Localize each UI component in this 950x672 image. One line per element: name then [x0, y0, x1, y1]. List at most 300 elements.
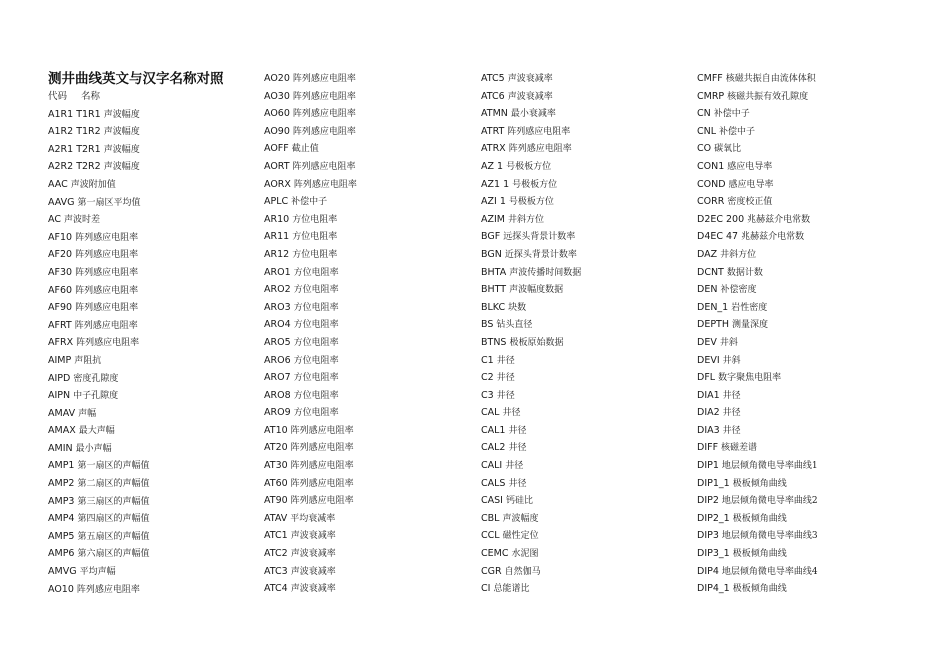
curve-name: 自然伽马	[504, 566, 541, 577]
curve-code: BHTT	[481, 284, 507, 296]
list-item	[481, 422, 691, 440]
curve-code: AF20	[48, 249, 73, 261]
curve-code: AIPD	[48, 372, 71, 384]
curve-code: AT30	[264, 460, 288, 472]
curve-code: DIP2_1	[697, 512, 730, 524]
curve-name: 声波幅度	[103, 127, 140, 138]
curve-name: 井径	[508, 443, 527, 454]
curve-name: 第四扇区的声幅值	[77, 514, 150, 525]
curve-code: AMIN	[48, 442, 73, 454]
list-item	[697, 527, 907, 545]
curve-name: 阵列感应电阻率	[76, 584, 140, 595]
curve-code: DIFF	[697, 442, 719, 454]
curve-name: 岩性密度	[731, 302, 768, 313]
curve-code: ARO4	[264, 319, 291, 331]
curve-name: 号极板方位	[508, 197, 554, 208]
curve-code: ARO6	[264, 354, 291, 366]
list-item	[264, 299, 474, 317]
curve-name: 声波衰减率	[290, 549, 336, 560]
column-3-rows	[481, 70, 691, 598]
curve-code: AT10	[264, 424, 288, 436]
list-item	[697, 510, 907, 528]
column-4	[697, 70, 907, 598]
list-item	[264, 422, 474, 440]
list-item	[264, 492, 474, 510]
curve-code: DEN_1	[697, 301, 729, 313]
curve-name: 阵列感应电阻率	[293, 179, 357, 190]
list-item	[48, 246, 258, 264]
curve-name: 井斜方位	[720, 249, 757, 260]
list-item	[697, 387, 907, 405]
list-item	[697, 70, 907, 88]
curve-code: AORX	[264, 178, 291, 190]
curve-name: 平均声幅	[79, 567, 116, 578]
curve-code: DIP4_1	[697, 583, 730, 595]
curve-name: 远探头背景计数率	[503, 232, 576, 243]
curve-code: ATC1	[264, 530, 288, 542]
curve-code: AMP1	[48, 460, 75, 472]
curve-code: CNL	[697, 125, 717, 137]
curve-name: 测量深度	[732, 320, 769, 331]
curve-name: 极板倾角曲线	[732, 584, 787, 595]
curve-code: AT90	[264, 495, 288, 507]
list-item	[48, 370, 258, 388]
curve-name: 总能谱比	[493, 584, 530, 595]
list-item	[697, 457, 907, 475]
curve-code: CORR	[697, 196, 725, 208]
list-item	[264, 387, 474, 405]
curve-name: 方位电阻率	[293, 390, 339, 401]
curve-name: 补偿中子	[719, 126, 756, 137]
curve-code: AFRT	[48, 319, 72, 331]
list-item	[264, 545, 474, 563]
curve-name: 核磁共振有效孔隙度	[727, 91, 809, 102]
curve-name: 中子孔隙度	[73, 391, 119, 402]
list-item	[264, 404, 474, 422]
curve-name: 最小衰减率	[510, 109, 556, 120]
curve-name: 钙硅比	[505, 496, 533, 507]
list-item	[481, 545, 691, 563]
curve-code: AF30	[48, 266, 73, 278]
curve-code: AMAX	[48, 425, 76, 437]
curve-name: 阵列感应电阻率	[290, 443, 354, 454]
list-item	[264, 88, 474, 106]
curve-name: 兆赫兹介电常数	[741, 232, 805, 243]
curve-code: CEMC	[481, 548, 509, 560]
curve-name: 号极板方位	[506, 161, 552, 172]
curve-code: AMP6	[48, 548, 75, 560]
list-item	[481, 510, 691, 528]
curve-name: 声波衰减率	[290, 584, 336, 595]
list-item	[481, 105, 691, 123]
curve-code: AMP2	[48, 478, 75, 490]
curve-code: AZ 1	[481, 160, 504, 172]
curve-code: DEV	[697, 336, 717, 348]
curve-code: AO90	[264, 125, 290, 137]
list-item	[48, 475, 258, 493]
curve-name: 阵列感应电阻率	[290, 461, 354, 472]
curve-name: 第一扇区的声幅值	[77, 461, 150, 472]
curve-code: CAL2	[481, 442, 506, 454]
list-item	[481, 475, 691, 493]
curve-name: 阵列感应电阻率	[507, 126, 571, 137]
curve-code: ATC2	[264, 548, 288, 560]
curve-code: DIP1	[697, 460, 719, 472]
curve-name: 井斜	[719, 337, 738, 348]
curve-code: AAC	[48, 178, 68, 190]
list-item	[48, 563, 258, 581]
list-item	[48, 106, 258, 124]
list-item	[481, 334, 691, 352]
list-item	[264, 211, 474, 229]
curve-name: 阵列感应电阻率	[75, 267, 139, 278]
curve-name: 方位电阻率	[292, 214, 338, 225]
list-item	[264, 193, 474, 211]
curve-code: BGF	[481, 231, 501, 243]
list-item	[48, 440, 258, 458]
list-item	[481, 158, 691, 176]
list-item	[48, 545, 258, 563]
curve-code: AT20	[264, 442, 288, 454]
curve-name: 阵列感应电阻率	[292, 109, 356, 120]
curve-name: 方位电阻率	[292, 249, 338, 260]
list-item	[264, 316, 474, 334]
curve-name: 阵列感应电阻率	[75, 232, 139, 243]
curve-code: AMAV	[48, 407, 76, 419]
curve-name: 方位电阻率	[292, 232, 338, 243]
list-item	[697, 404, 907, 422]
column-1-rows	[48, 106, 258, 599]
curve-name: 号极板方位	[512, 179, 558, 190]
list-item	[481, 527, 691, 545]
curve-name: 方位电阻率	[293, 373, 339, 384]
list-item	[481, 211, 691, 229]
list-item	[481, 369, 691, 387]
curve-name: 井径	[505, 461, 524, 472]
list-item	[48, 211, 258, 229]
curve-code: CGR	[481, 565, 502, 577]
list-item	[481, 281, 691, 299]
curve-code: DEN	[697, 284, 718, 296]
list-item	[264, 352, 474, 370]
curve-name: 声波幅度	[103, 109, 140, 120]
curve-name: 近探头背景计数率	[504, 249, 577, 260]
curve-name: 磁性定位	[502, 531, 539, 542]
list-item	[481, 352, 691, 370]
curve-code: DIA1	[697, 389, 720, 401]
curve-name: 最小声幅	[75, 443, 112, 454]
column-1	[48, 70, 258, 598]
list-item	[48, 229, 258, 247]
curve-name: 井径	[496, 355, 515, 366]
list-item	[264, 334, 474, 352]
curve-name: 密度校正值	[727, 197, 773, 208]
list-item	[48, 317, 258, 335]
list-item	[697, 158, 907, 176]
curve-name: 感应电导率	[727, 161, 773, 172]
curve-code: ARO2	[264, 284, 291, 296]
curve-code: AO10	[48, 583, 74, 595]
curve-name: 数据计数	[726, 267, 763, 278]
curve-code: AT60	[264, 477, 288, 489]
curve-code: CBL	[481, 512, 500, 524]
curve-code: ARO9	[264, 407, 291, 419]
list-item	[697, 246, 907, 264]
curve-code: A2R2 T2R2	[48, 161, 101, 173]
curve-code: A1R2 T1R2	[48, 126, 101, 138]
curve-name: 声波时差	[63, 215, 100, 226]
curve-code: CMRP	[697, 90, 725, 102]
list-item	[697, 281, 907, 299]
list-item	[697, 211, 907, 229]
curve-name: 第三扇区的声幅值	[77, 496, 150, 507]
list-item	[697, 545, 907, 563]
list-item	[697, 228, 907, 246]
curve-name: 阵列感应电阻率	[75, 250, 139, 261]
curve-name: 井径	[722, 425, 741, 436]
list-item	[481, 246, 691, 264]
curve-code: AO30	[264, 90, 290, 102]
curve-code: APLC	[264, 196, 289, 208]
curve-name: 声波幅度	[103, 144, 140, 155]
list-item	[481, 563, 691, 581]
curve-name: 井径	[722, 390, 741, 401]
list-item	[481, 439, 691, 457]
list-item	[48, 194, 258, 212]
curve-name: 井径	[496, 373, 515, 384]
curve-name: 补偿中子	[713, 109, 750, 120]
list-item	[697, 105, 907, 123]
list-item	[264, 228, 474, 246]
column-2	[264, 70, 474, 598]
curve-code: AZIM	[481, 213, 506, 225]
list-item	[264, 105, 474, 123]
curve-code: AMVG	[48, 566, 77, 578]
list-item	[481, 404, 691, 422]
list-item	[264, 123, 474, 141]
curve-name: 阵列感应电阻率	[292, 74, 356, 84]
list-item	[697, 123, 907, 141]
curve-name: 井径	[508, 425, 527, 436]
curve-code: D4EC 47	[697, 231, 739, 243]
curve-name: 极板倾角曲线	[732, 478, 787, 489]
list-item	[481, 88, 691, 106]
curve-name: 阵列感应电阻率	[292, 161, 356, 172]
curve-name: 地层倾角微电导率曲线1	[721, 461, 818, 472]
page-title: 测井曲线英文与汉字名称对照	[48, 71, 224, 87]
curve-code: A1R1 T1R1	[48, 108, 101, 120]
list-item	[264, 246, 474, 264]
curve-name: 声幅	[78, 408, 97, 419]
curve-name: 截止值	[291, 144, 319, 155]
curve-name: 方位电阻率	[293, 337, 339, 348]
curve-name: 兆赫兹介电常数	[747, 214, 811, 225]
curve-code: DIP1_1	[697, 477, 730, 489]
list-item	[697, 475, 907, 493]
list-item	[48, 387, 258, 405]
curve-code: AMP3	[48, 495, 75, 507]
curve-name: 钻头直径	[496, 320, 533, 331]
curve-name: 最大声幅	[78, 426, 115, 437]
list-item	[697, 88, 907, 106]
list-item	[264, 70, 474, 88]
curve-name: 阵列感应电阻率	[290, 496, 354, 507]
list-item	[697, 299, 907, 317]
curve-name: 声波传播时间数据	[509, 267, 582, 278]
curve-code: DIP3	[697, 530, 719, 542]
curve-name: 声波幅度数据	[509, 285, 564, 296]
curve-code: CI	[481, 583, 491, 595]
curve-name: 密度孔隙度	[73, 373, 119, 384]
list-item	[264, 439, 474, 457]
curve-name: 井径	[722, 408, 741, 419]
curve-code: DEVI	[697, 354, 720, 366]
curve-code: ARO5	[264, 336, 291, 348]
curve-code: AORT	[264, 160, 290, 172]
curve-code: DAZ	[697, 248, 718, 260]
curve-name: 核磁共振自由流体体积	[725, 74, 816, 84]
curve-name: 井径	[502, 408, 521, 419]
curve-code: DIA3	[697, 424, 720, 436]
curve-name: 声波附加值	[70, 179, 116, 190]
curve-code: DIP2	[697, 495, 719, 507]
curve-code: C3	[481, 389, 494, 401]
curve-name: 阵列感应电阻率	[290, 478, 354, 489]
column-3	[481, 70, 691, 598]
list-item	[48, 352, 258, 370]
curve-code: BGN	[481, 248, 502, 260]
list-item	[264, 457, 474, 475]
curve-code: AAVG	[48, 196, 75, 208]
list-item	[481, 123, 691, 141]
list-item	[48, 334, 258, 352]
curve-name: 声阻抗	[74, 355, 102, 366]
list-item	[697, 334, 907, 352]
list-item	[264, 176, 474, 194]
curve-code: ARO3	[264, 301, 291, 313]
curve-name: 阵列感应电阻率	[75, 303, 139, 314]
curve-code: AR12	[264, 248, 290, 260]
curve-code: AIPN	[48, 390, 71, 402]
curve-name: 水泥图	[511, 549, 539, 560]
curve-name: 声波幅度	[502, 513, 539, 524]
curve-name: 平均衰减率	[290, 513, 336, 524]
list-item	[48, 176, 258, 194]
curve-code: DFL	[697, 372, 716, 384]
curve-name: 阵列感应电阻率	[74, 320, 138, 331]
curve-name: 声波衰减率	[507, 91, 553, 102]
list-item	[264, 369, 474, 387]
list-item	[48, 457, 258, 475]
curve-name: 阵列感应电阻率	[76, 338, 140, 349]
curve-code: AR11	[264, 231, 290, 243]
list-item	[697, 439, 907, 457]
curve-code: CAL1	[481, 424, 506, 436]
curve-code: AC	[48, 214, 61, 226]
curve-code: ARO7	[264, 372, 291, 384]
curve-name: 补偿密度	[720, 285, 757, 296]
list-item	[697, 492, 907, 510]
curve-code: CAL	[481, 407, 500, 419]
curve-code: CO	[697, 143, 712, 155]
list-item	[48, 299, 258, 317]
curve-name: 块数	[508, 302, 527, 313]
curve-code: CCL	[481, 530, 500, 542]
curve-code: BLKC	[481, 301, 506, 313]
list-item	[481, 299, 691, 317]
list-item	[264, 140, 474, 158]
curve-name: 核磁差谱	[721, 443, 758, 454]
table-header	[48, 88, 258, 106]
curve-code: CASI	[481, 495, 503, 507]
curve-code: ATMN	[481, 108, 508, 120]
list-item	[697, 193, 907, 211]
curve-code: AF90	[48, 302, 73, 314]
list-item	[48, 123, 258, 141]
curve-code: AMP5	[48, 530, 75, 542]
list-item	[48, 422, 258, 440]
curve-code: ATC3	[264, 565, 288, 577]
curve-code: DCNT	[697, 266, 724, 278]
list-item	[481, 176, 691, 194]
curve-code: DIA2	[697, 407, 720, 419]
curve-name: 第六扇区的声幅值	[77, 549, 150, 560]
curve-code: CMFF	[697, 73, 723, 84]
list-item	[264, 527, 474, 545]
list-item	[264, 158, 474, 176]
curve-code: AF10	[48, 231, 73, 243]
curve-name: 阵列感应电阻率	[290, 425, 354, 436]
curve-code: ATRT	[481, 125, 505, 137]
list-item	[264, 580, 474, 598]
column-2-rows	[264, 70, 474, 598]
curve-code: ATC6	[481, 90, 505, 102]
list-item	[481, 140, 691, 158]
list-item	[481, 228, 691, 246]
list-item	[481, 580, 691, 598]
curve-name: 方位电阻率	[293, 408, 339, 419]
list-item	[697, 580, 907, 598]
curve-name: 数字聚焦电阻率	[718, 373, 782, 384]
header-name-label: 名称	[81, 91, 101, 102]
list-item	[48, 528, 258, 546]
list-item	[697, 140, 907, 158]
list-item	[264, 264, 474, 282]
curve-code: BTNS	[481, 336, 507, 348]
curve-name: 补偿中子	[291, 197, 328, 208]
curve-name: 声波幅度	[103, 162, 140, 173]
curve-code: AZI 1	[481, 196, 506, 208]
curve-code: AIMP	[48, 354, 72, 366]
curve-code: AMP4	[48, 513, 75, 525]
list-item	[48, 158, 258, 176]
curve-code: ATRX	[481, 143, 506, 155]
list-item	[481, 457, 691, 475]
curve-name: 井斜	[722, 355, 741, 366]
column-4-rows	[697, 70, 907, 598]
curve-code: ATC5	[481, 73, 505, 84]
curve-name: 第五扇区的声幅值	[77, 531, 150, 542]
list-item	[48, 141, 258, 159]
curve-code: CON1	[697, 160, 725, 172]
curve-code: COND	[697, 178, 726, 190]
curve-name: 极板原始数据	[509, 337, 564, 348]
curve-name: 声波衰减率	[290, 566, 336, 577]
curve-code: BS	[481, 319, 494, 331]
curve-code: ARO8	[264, 389, 291, 401]
list-item	[697, 176, 907, 194]
curve-name: 阵列感应电阻率	[508, 144, 572, 155]
